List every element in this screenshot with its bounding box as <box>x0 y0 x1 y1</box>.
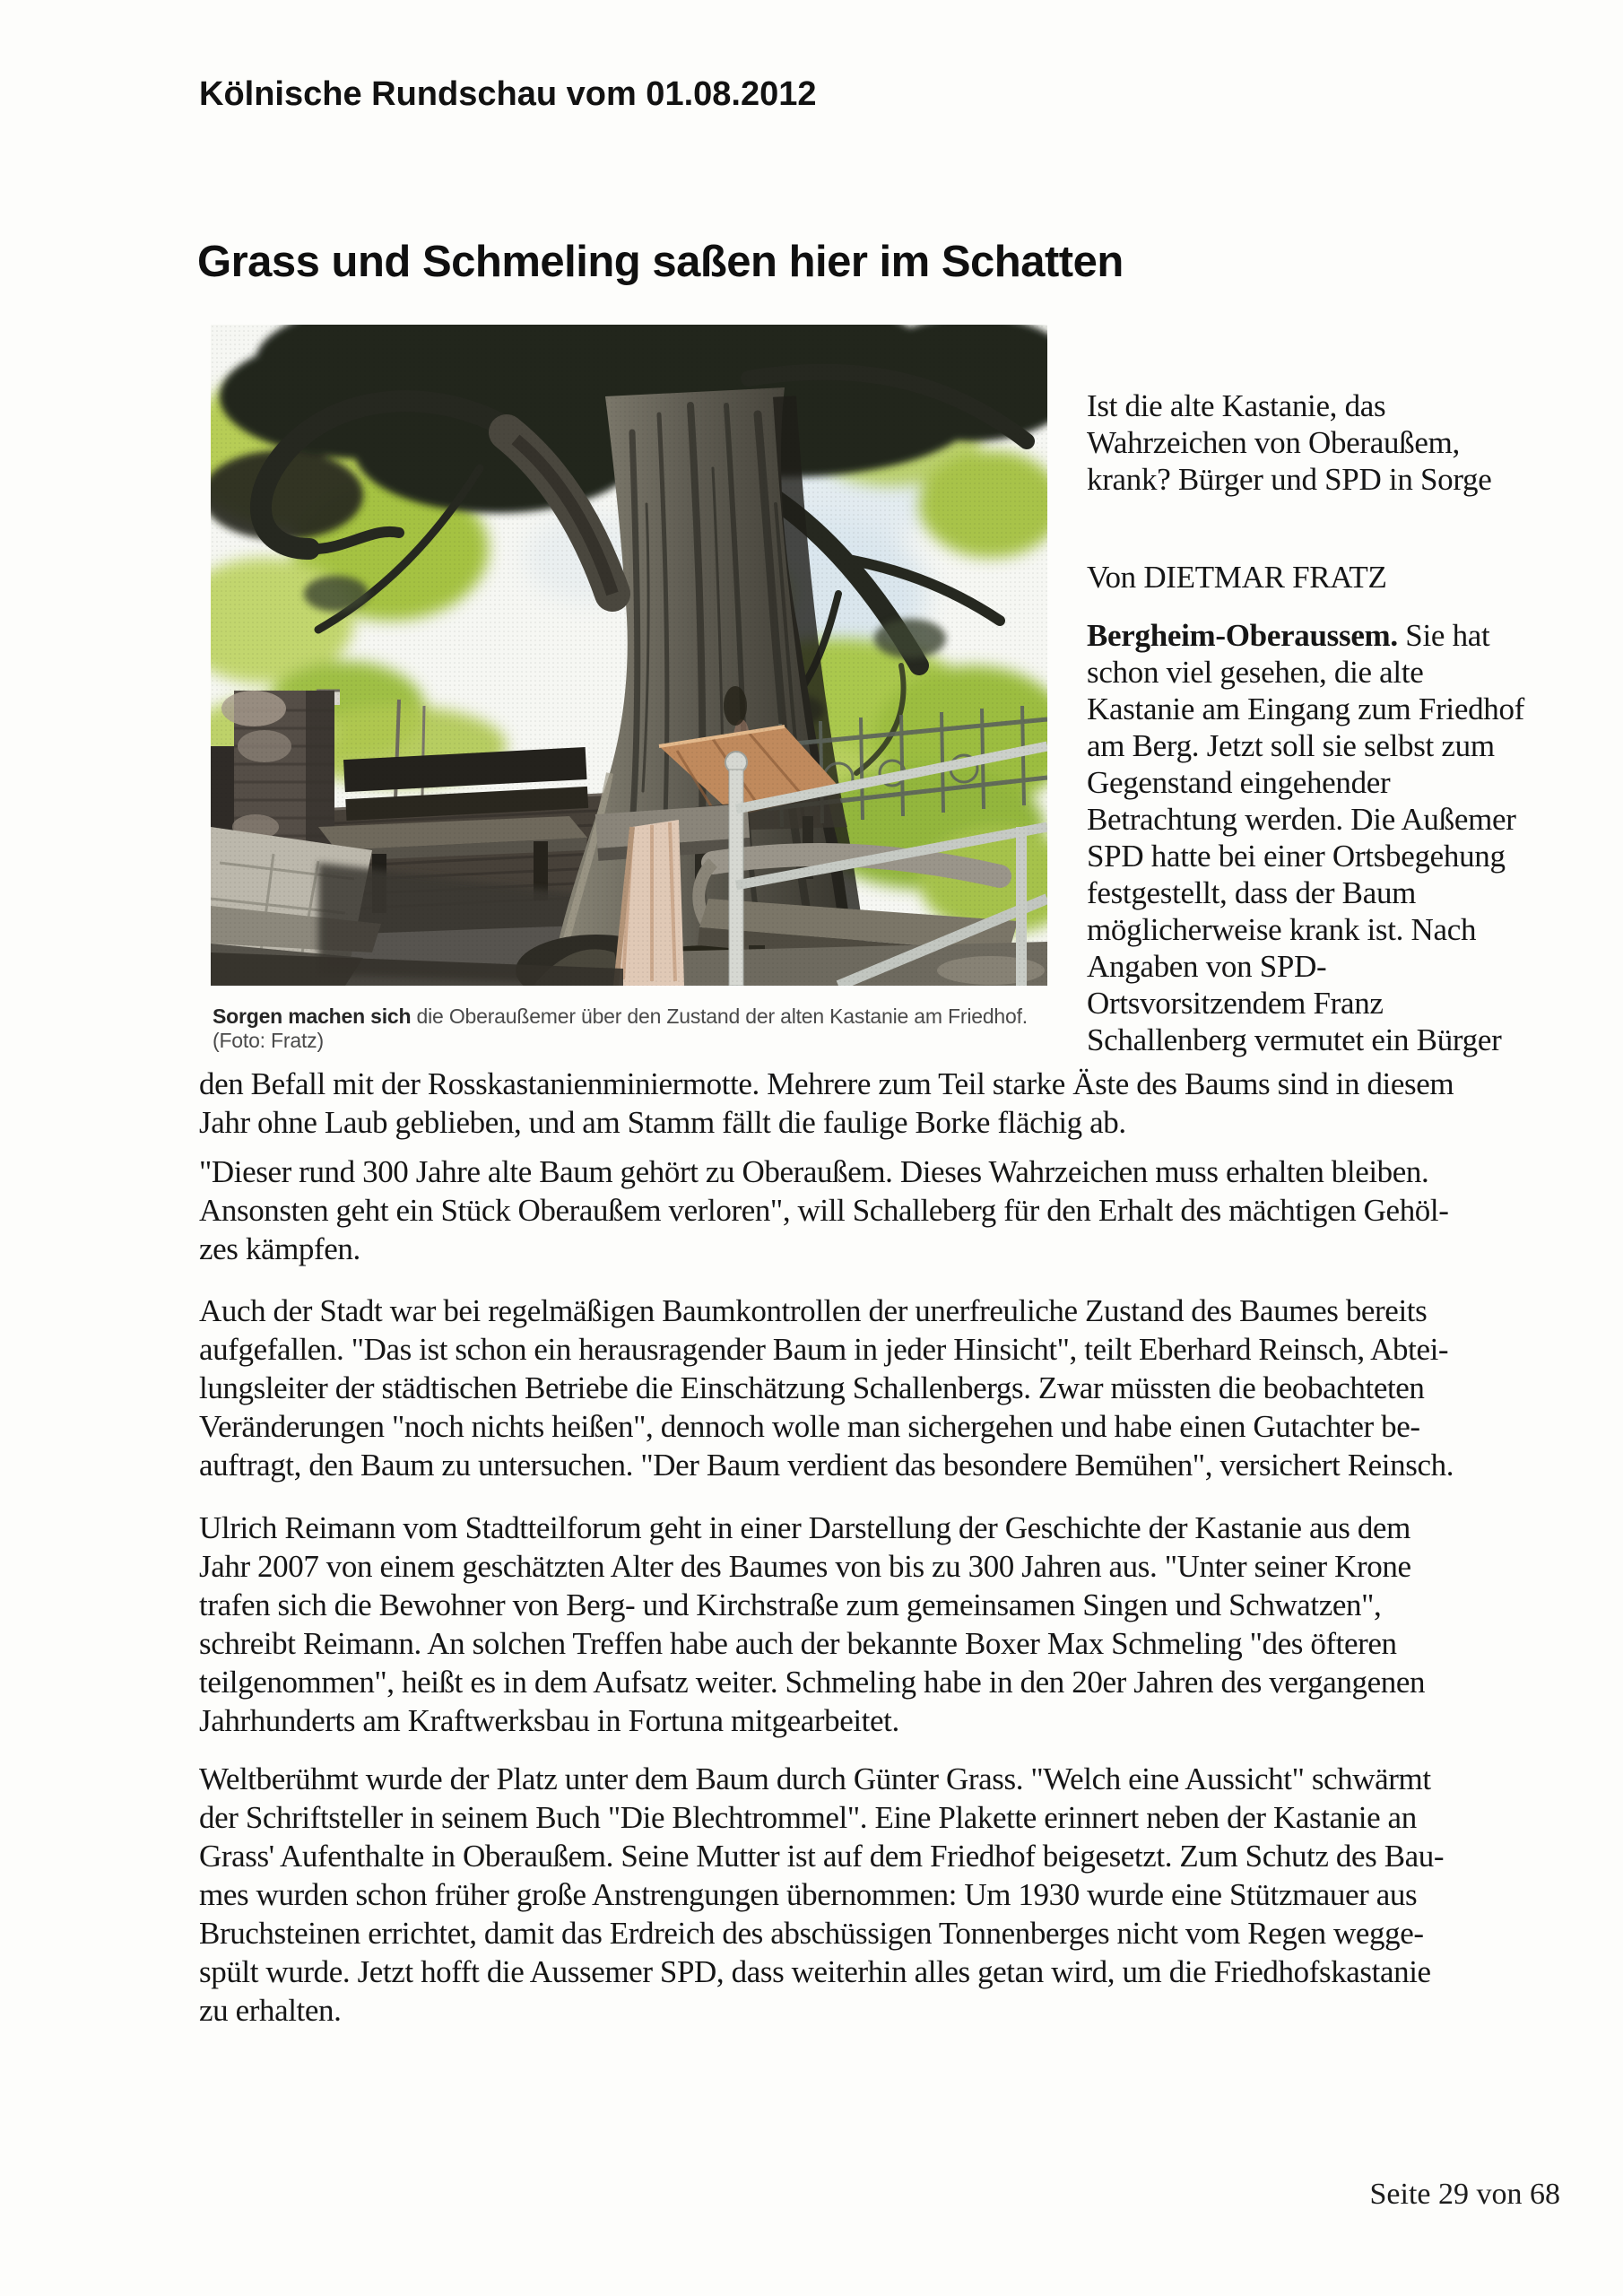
headline: Grass und Schmeling saßen hier im Schatten <box>197 238 1124 286</box>
text-line: mes wurden schon früher große Anstrengungen übernommen: Um 1930 wurde eine Stützmauer aus <box>199 1877 1418 1912</box>
text-line: Veränderungen "noch nichts heißen", dennoch wolle man sichergehen und habe einen Gutachter be- <box>199 1409 1420 1444</box>
text-line: krank? Bürger und SPD in Sorge <box>1087 462 1492 497</box>
lead-paragraph <box>1087 617 1602 1058</box>
byline: Von DIETMAR FRATZ <box>1087 560 1387 595</box>
text-line: SPD hatte bei einer Ortsbegehung <box>1087 839 1506 874</box>
lead-lines <box>1087 654 1602 1058</box>
text-line: Grass' Aufenthalte in Oberaußem. Seine Mutter ist auf dem Friedhof beigesetzt. Zum Schutz des Bau- <box>199 1839 1445 1874</box>
text-line: schreibt Reimann. An solchen Treffen habe auch der bekannte Boxer Max Schmeling "des öfteren <box>199 1626 1397 1661</box>
text-line: lungsleiter der städtischen Betriebe die Einschätzung Schallenbergs. Zwar müssten die beobachteten <box>199 1370 1425 1405</box>
text-line: Jahrhunderts am Kraftwerksbau in Fortuna mitgearbeitet. <box>199 1703 899 1738</box>
text-line: Ansonsten geht ein Stück Oberaußem verloren", will Schalleberg für den Erhalt des mächtigen Gehöl- <box>199 1193 1449 1228</box>
text-line: Betrachtung werden. Die Außemer <box>1087 802 1516 837</box>
text-line: der Schriftsteller in seinem Buch "Die Blechtrommel". Eine Plakette erinnert neben der Kastanie an <box>199 1800 1417 1835</box>
body-paragraph-2 <box>199 1152 1571 1268</box>
text-line: trafen sich die Bewohner von Berg- und Kirchstraße zum gemeinsamen Singen und Schwatzen", <box>199 1587 1382 1622</box>
text-line: spült wurde. Jetzt hofft die Aussemer SPD, dass weiterhin alles getan wird, um die Friedhofskastanie <box>199 1954 1431 1989</box>
text-line: Wahrzeichen von Oberaußem, <box>1087 425 1460 460</box>
source-line: Kölnische Rundschau vom 01.08.2012 <box>199 75 817 113</box>
caption-lead: Sorgen machen sich <box>213 1004 412 1028</box>
text-line: "Dieser rund 300 Jahre alte Baum gehört zu Oberaußem. Dieses Wahrzeichen muss erhalten bleiben. <box>199 1154 1429 1189</box>
body-paragraph-1 <box>199 1065 1571 1142</box>
caption-rest: die Oberaußemer über den Zustand der alten Kastanie am Friedhof. (Foto: Fratz) <box>213 1004 1028 1052</box>
text-line: Ulrich Reimann vom Stadtteilforum geht in einer Darstellung der Geschichte der Kastanie aus dem <box>199 1510 1410 1545</box>
text-line: Bruchsteinen errichtet, damit das Erdreich des abschüssigen Tonnenberges nicht vom Regen wegge- <box>199 1916 1424 1951</box>
photo-caption <box>213 1004 1055 1053</box>
text-line: Jahr ohne Laub geblieben, und am Stamm fällt die faulige Borke flächig ab. <box>199 1105 1126 1140</box>
text-line: zu erhalten. <box>199 1993 342 2028</box>
lead-first-line: Bergheim-Oberaussem. Sie hat <box>1087 618 1490 653</box>
body-paragraph-5 <box>199 1760 1571 2030</box>
text-line: Schallenberg vermutet ein Bürger <box>1087 1022 1502 1057</box>
text-line: auftragt, den Baum zu untersuchen. "Der Baum verdient das besondere Bemühen", versichert Reinsch. <box>199 1448 1454 1483</box>
text-line: den Befall mit der Rosskastanienminiermotte. Mehrere zum Teil starke Äste des Baums sind in diesem <box>199 1066 1454 1101</box>
dateline: Bergheim-Oberaussem. <box>1087 618 1398 653</box>
text-line: Gegenstand eingehender <box>1087 765 1391 800</box>
text-line: möglicherweise krank ist. Nach <box>1087 912 1477 947</box>
article-photo <box>211 325 1047 986</box>
text-line: am Berg. Jetzt soll sie selbst zum <box>1087 728 1495 763</box>
right-column <box>1087 387 1602 1058</box>
text-line: Auch der Stadt war bei regelmäßigen Baumkontrollen der unerfreuliche Zustand des Baumes bereits <box>199 1293 1428 1328</box>
chestnut-tree-photo-illustration <box>211 325 1047 986</box>
text-line: zes kämpfen. <box>199 1231 360 1266</box>
text-line: teilgenommen", heißt es in dem Aufsatz weiter. Schmeling habe in den 20er Jahren des vergangenen <box>199 1665 1426 1700</box>
text-line: Angaben von SPD- <box>1087 949 1327 984</box>
text-line: Ist die alte Kastanie, das <box>1087 388 1386 423</box>
text-line: aufgefallen. "Das ist schon ein herausragender Baum in jeder Hinsicht", teilt Eberhard Reinsch, Abtei- <box>199 1332 1449 1367</box>
standfirst <box>1087 387 1602 498</box>
body-paragraph-3 <box>199 1292 1571 1484</box>
body-paragraph-4 <box>199 1509 1571 1740</box>
text-line: Ortsvorsitzendem Franz <box>1087 986 1384 1021</box>
text-line: schon viel gesehen, die alte <box>1087 655 1424 690</box>
text-line: Weltberühmt wurde der Platz unter dem Baum durch Günter Grass. "Welch eine Aussicht" schwärmt <box>199 1761 1431 1796</box>
text-line: Jahr 2007 von einem geschätzten Alter des Baumes von bis zu 300 Jahren aus. "Unter seiner Krone <box>199 1549 1411 1584</box>
footer-page-number: Seite 29 von 68 <box>1369 2178 1560 2211</box>
text-line: Kastanie am Eingang zum Friedhof <box>1087 691 1525 726</box>
text-line: festgestellt, dass der Baum <box>1087 875 1417 910</box>
